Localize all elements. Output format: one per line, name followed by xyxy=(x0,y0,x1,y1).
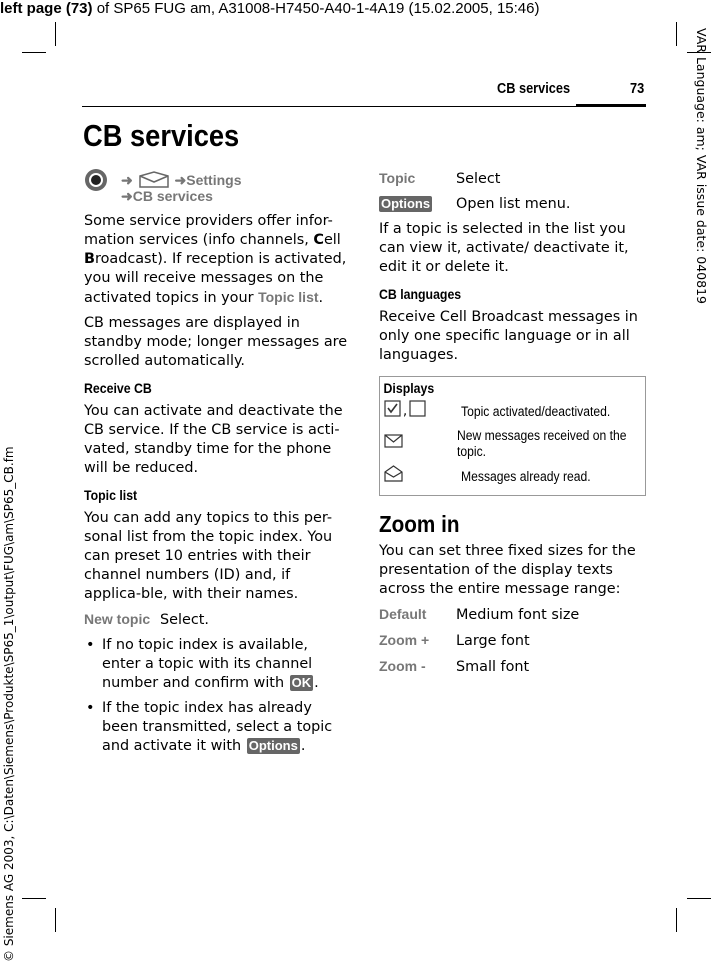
new-topic-term: New topic xyxy=(84,611,151,627)
file-label-bold: left page (73) xyxy=(0,0,93,17)
receive-cb-text: You can activate and deactivate the CB service. If the CB service is acti-vated, standby time for the phone will be reduced. xyxy=(84,403,343,476)
file-label xyxy=(0,0,539,17)
intro-c: C xyxy=(313,232,324,248)
envelope-open-icon xyxy=(384,465,403,489)
bullet-item xyxy=(84,699,349,756)
topic-list-heading: Topic list xyxy=(84,487,138,503)
intro-text: roadcast). If reception is activated, you will receive messages on the activated topics in your xyxy=(84,251,347,306)
zoom-in-heading: Zoom in xyxy=(379,511,460,537)
new-topic-desc: Select. xyxy=(160,612,209,628)
header-rule xyxy=(82,106,646,107)
bullet-item xyxy=(84,636,349,693)
cb-languages-text: Receive Cell Broadcast messages in only one specific language or in all languages. xyxy=(379,309,638,363)
page-title: CB services xyxy=(83,118,240,153)
zoom-option-desc: Medium font size xyxy=(456,607,580,623)
crop-mark xyxy=(676,22,677,46)
displays-text: Messages already read. xyxy=(461,469,591,484)
nav-settings: Settings xyxy=(186,172,242,189)
zoom-option-term: Default xyxy=(379,606,427,622)
zoom-option-term: Zoom + xyxy=(379,632,430,648)
crop-mark xyxy=(55,22,56,46)
envelope-closed-icon xyxy=(384,433,403,455)
standby-paragraph: CB messages are displayed in standby mode; longer messages are scrolled automatically. xyxy=(84,315,348,369)
crop-mark xyxy=(676,908,677,932)
period: . xyxy=(300,738,306,754)
options-row xyxy=(379,195,647,214)
displays-icon-cell xyxy=(380,400,461,423)
bullet-dot: • xyxy=(86,637,95,653)
zoom-in-text: You can set three fixed sizes for the presentation of the display texts across the entire message range: xyxy=(379,543,636,597)
topic-row xyxy=(379,169,647,189)
topic-desc: Select xyxy=(456,171,501,187)
checkbox-checked-icon xyxy=(384,400,401,423)
topic-list-term: Topic list xyxy=(258,289,319,305)
displays-icon-cell xyxy=(380,465,461,489)
intro-text: ell xyxy=(323,232,341,248)
displays-title: Displays xyxy=(383,380,435,396)
nav-cb-services: CB services xyxy=(132,188,213,204)
topic-term: Topic xyxy=(379,170,416,186)
intro-b: B xyxy=(84,251,95,267)
intro-text: Some service providers offer infor-mation services (info channels, xyxy=(84,213,333,248)
intro-paragraph xyxy=(84,212,349,308)
nav-arrow: ➜ xyxy=(121,188,133,204)
nav-arrow: ➜ xyxy=(121,172,133,189)
options-desc: Open list menu. xyxy=(456,196,571,212)
receive-cb-heading: Receive CB xyxy=(84,380,152,396)
ok-softkey: OK xyxy=(291,675,312,690)
right-column xyxy=(379,169,647,677)
side-text-left: © Siemens AG 2003, C:\Daten\Siemens\Produkte\SP65_1\output\FUG\am\SP65_CB.fm xyxy=(2,446,16,962)
topic-list-text: You can add any topics to this per-sonal list from the topic index. You can preset 10 entries with their channel numbers (ID) and, if applica-ble, with their names. xyxy=(84,510,333,602)
bullet-dot: • xyxy=(86,700,95,716)
zoom-option-row xyxy=(379,605,647,625)
crop-mark xyxy=(22,898,46,899)
crop-mark xyxy=(687,898,711,899)
crop-mark xyxy=(22,52,46,53)
displays-text: Topic activated/deactivated. xyxy=(461,403,611,419)
side-text-right: VAR Language: am; VAR issue date: 040819 xyxy=(694,28,709,304)
period: . xyxy=(314,675,319,691)
header-rule-accent xyxy=(576,104,646,106)
displays-box xyxy=(379,376,646,496)
running-head-title: CB services xyxy=(497,81,571,97)
displays-row xyxy=(380,400,645,423)
file-label-rest: of SP65 FUG am, A31008-H7450-A40-1-4A19 (15.02.2005, 15:46) xyxy=(92,0,540,17)
zoom-option-row xyxy=(379,631,647,651)
zoom-option-desc: Large font xyxy=(456,633,530,649)
zoom-option-desc: Small font xyxy=(456,659,530,675)
bullet-text: If the topic index has already been transmitted, select a topic and activate it with xyxy=(102,700,333,754)
options-softkey: Options xyxy=(248,738,298,753)
cb-languages-heading: CB languages xyxy=(379,286,462,302)
topic-paragraph: If a topic is selected in the list you can view it, activate/ deactivate it, edit it or delete it. xyxy=(379,221,629,275)
zoom-option-row xyxy=(379,657,647,677)
displays-row xyxy=(380,428,645,460)
left-column xyxy=(84,212,349,756)
period: . xyxy=(318,290,324,306)
options-softkey: Options xyxy=(381,196,431,211)
zoom-option-term: Zoom - xyxy=(379,658,426,674)
nav-arrow: ➜ xyxy=(174,172,187,189)
options-key-cell xyxy=(379,195,456,214)
displays-text: New messages received on the topic. xyxy=(456,428,627,459)
navigation-key-icon xyxy=(84,168,108,192)
page-number: 73 xyxy=(630,81,645,97)
displays-icon-cell xyxy=(380,433,457,455)
displays-row xyxy=(380,465,645,489)
comma: , xyxy=(403,404,408,419)
new-topic-row xyxy=(84,610,349,630)
crop-mark xyxy=(55,908,56,932)
checkbox-empty-icon xyxy=(409,400,426,423)
nav-path-line-2 xyxy=(121,188,213,205)
bullet-text: If no topic index is available, enter a topic with its channel number and confirm with xyxy=(102,637,313,691)
